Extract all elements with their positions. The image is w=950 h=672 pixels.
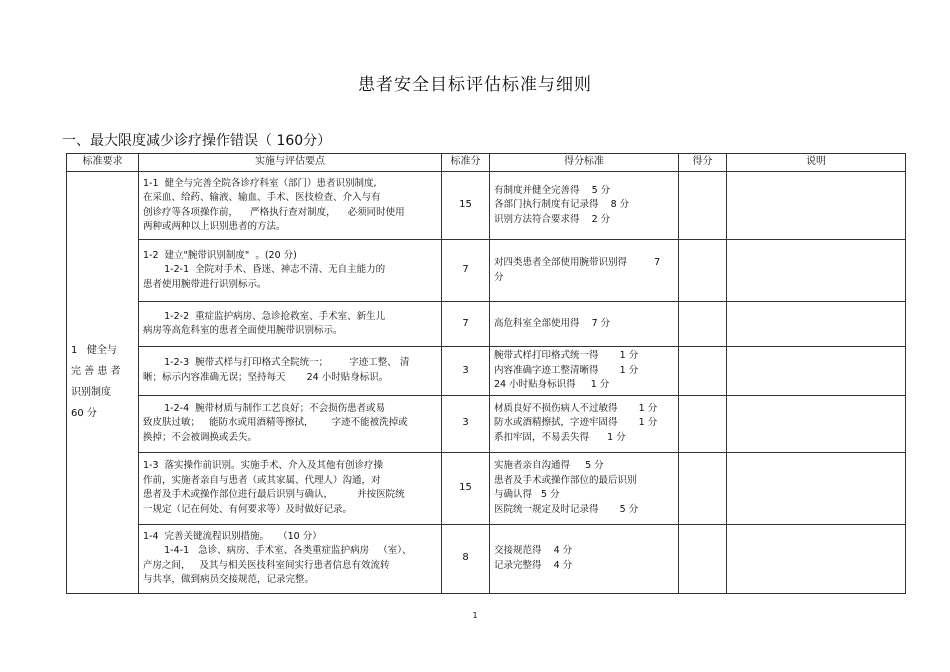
implementation-text-line: 在采血、给药、输液、输血、手术、医技检查、介入与有: [143, 192, 381, 203]
criteria-text-line: 高危科室全部使用得 7 分: [494, 317, 611, 329]
standard-score-cell: 8: [442, 524, 490, 593]
criteria-text-line: 对四类患者全部使用腕带识别得 7: [494, 257, 661, 268]
implementation-text-line: 病房等高危科室的患者全面使用腕带识别标示。: [143, 325, 343, 336]
criteria-text-line: 腕带式样打印格式统一得 1 分: [494, 350, 639, 361]
criteria-cell: [490, 452, 679, 524]
criteria-text-line: 系扣牢固，不易丢失得 1 分: [494, 431, 626, 443]
implementation-text-line: 1-2-2 重症监护病房、急诊抢救室、手术室、新生儿: [143, 310, 386, 322]
standard-text-line: 60 分: [71, 408, 97, 420]
section-heading: 一、最大限度减少诊疗操作错误（ 160分）: [62, 133, 332, 149]
table-row: [67, 172, 906, 240]
table-row: [67, 395, 906, 452]
criteria-cell: [490, 347, 679, 396]
criteria-text-line: 各部门执行制度有记录得 8 分: [494, 199, 630, 211]
table-row: [67, 240, 906, 302]
notes-cell: [727, 452, 906, 524]
standard-text-line: 识别制度: [71, 387, 111, 399]
standard-text-line: 1 健全与: [71, 345, 117, 357]
header-score: 得分: [679, 154, 727, 172]
implementation-text-line: 1-2-3 腕带式样与打印格式全院统一； 字迹工整、 清: [143, 357, 410, 369]
standard-score-cell: 15: [442, 452, 490, 524]
score-cell: [679, 395, 727, 452]
header-standard: 标准要求: [67, 154, 139, 172]
score-cell: [679, 172, 727, 240]
header-implementation: 实施与评估要点: [139, 154, 442, 172]
implementation-text-line: 患者及手术或操作部位进行最后识别与确认， 并按医院统: [143, 489, 405, 500]
criteria-text-line: 防水或酒精擦拭，字迹牢固得 1 分: [494, 417, 658, 429]
criteria-cell: [490, 524, 679, 593]
score-cell: [679, 302, 727, 347]
criteria-text-line: 患者及手术或操作部位的最后识别: [494, 474, 637, 486]
evaluation-table: [66, 153, 906, 594]
criteria-text-line: 内容准确字迹工整清晰得 1 分: [494, 364, 639, 376]
criteria-text-line: 有制度并健全完善得 5 分: [494, 184, 611, 196]
criteria-cell: [490, 172, 679, 240]
score-cell: [679, 452, 727, 524]
criteria-text-line: 医院统一规定及时记录得 5 分: [494, 503, 639, 515]
table-row: [67, 524, 906, 593]
implementation-text-line: 1-3 落实操作前识别。实施手术、介入及其他有创诊疗操: [143, 460, 384, 471]
notes-cell: [727, 395, 906, 452]
header-criteria: 得分标准: [490, 154, 679, 172]
page-number: 1: [472, 611, 478, 620]
implementation-cell: [139, 452, 442, 524]
table-row: [67, 302, 906, 347]
implementation-text-line: 1-2-4 腕带材质与制作工艺良好；不会损伤患者或易: [143, 402, 386, 414]
notes-cell: [727, 240, 906, 302]
criteria-text-line: 材质良好不损伤病人不过敏得 1 分: [494, 402, 658, 414]
criteria-text-line: 分: [494, 271, 504, 283]
criteria-text-line: 交接规范得 4 分: [494, 545, 573, 556]
implementation-text-line: 与共享，做到病员交接规范，记录完整。: [143, 574, 315, 585]
criteria-text-line: 记录完整得 4 分: [494, 559, 573, 571]
standard-score-cell: 3: [442, 347, 490, 396]
table-header-row: [67, 154, 906, 172]
implementation-text-line: 1-2 建立"腕带识别制度" 。(20 分): [143, 249, 297, 261]
criteria-text-line: 识别方法符合要求得 2 分: [494, 213, 611, 225]
implementation-cell: [139, 395, 442, 452]
implementation-text-line: 1-1 健全与完善全院各诊疗科室（部门）患者识别制度,: [143, 177, 377, 189]
implementation-text-line: 创诊疗等各项操作前， 严格执行查对制度， 必须同时使用: [143, 206, 405, 218]
implementation-text-line: 患者使用腕带进行识别标示。: [143, 278, 267, 290]
header-standard-score: 标准分: [442, 154, 490, 172]
table-row: [67, 452, 906, 524]
document-title: 患者安全目标评估标准与细则: [358, 75, 592, 95]
notes-cell: [727, 347, 906, 396]
notes-cell: [727, 172, 906, 240]
implementation-cell: [139, 172, 442, 240]
notes-cell: [727, 302, 906, 347]
implementation-text-line: 作前，实施者亲自与患者（或其家属、代理人）沟通，对: [143, 474, 381, 486]
standard-score-cell: 15: [442, 172, 490, 240]
implementation-text-line: 换掉；不会被调换或丢失。: [143, 431, 258, 443]
standard-score-cell: 7: [442, 240, 490, 302]
implementation-text-line: 两种或两种以上识别患者的方法。: [143, 221, 286, 232]
criteria-cell: [490, 240, 679, 302]
implementation-text-line: 1-2-1 全院对手术、昏迷、神志不清、无自主能力的: [143, 264, 386, 276]
implementation-text-line: 1-4-1 急诊、病房、手术室、各类重症监护病房 （室）、: [143, 545, 412, 556]
implementation-cell: [139, 347, 442, 396]
implementation-text-line: 产房之间， 及其与相关医技科室间实行患者信息有效流转: [143, 559, 390, 571]
notes-cell: [727, 524, 906, 593]
criteria-text-line: 实施者亲自沟通得 5 分: [494, 460, 604, 471]
score-cell: [679, 347, 727, 396]
table-row: [67, 347, 906, 396]
criteria-cell: [490, 395, 679, 452]
score-cell: [679, 240, 727, 302]
implementation-text-line: 一规定（记在何处、有何要求等）及时做好记录。: [143, 503, 353, 515]
implementation-cell: [139, 240, 442, 302]
standard-requirement-cell: [67, 172, 139, 594]
implementation-text-line: 1-4 完善关键流程识别措施。 （10 分）: [143, 530, 322, 542]
score-cell: [679, 524, 727, 593]
standard-text-line: 完 善 患 者: [71, 366, 121, 378]
standard-score-cell: 7: [442, 302, 490, 347]
criteria-text-line: 24 小时贴身标识得 1 分: [494, 379, 610, 390]
implementation-text-line: 晰；标示内容准确无误；坚持每天 24 小时贴身标识。: [143, 371, 389, 383]
implementation-text-line: 致皮肤过敏； 能防水或用酒精等擦拭， 字迹不能被洗掉或: [143, 417, 408, 429]
standard-score-cell: 3: [442, 395, 490, 452]
criteria-cell: [490, 302, 679, 347]
header-notes: 说明: [727, 154, 906, 172]
implementation-cell: [139, 524, 442, 593]
criteria-text-line: 与确认得 5 分: [494, 489, 560, 500]
implementation-cell: [139, 302, 442, 347]
